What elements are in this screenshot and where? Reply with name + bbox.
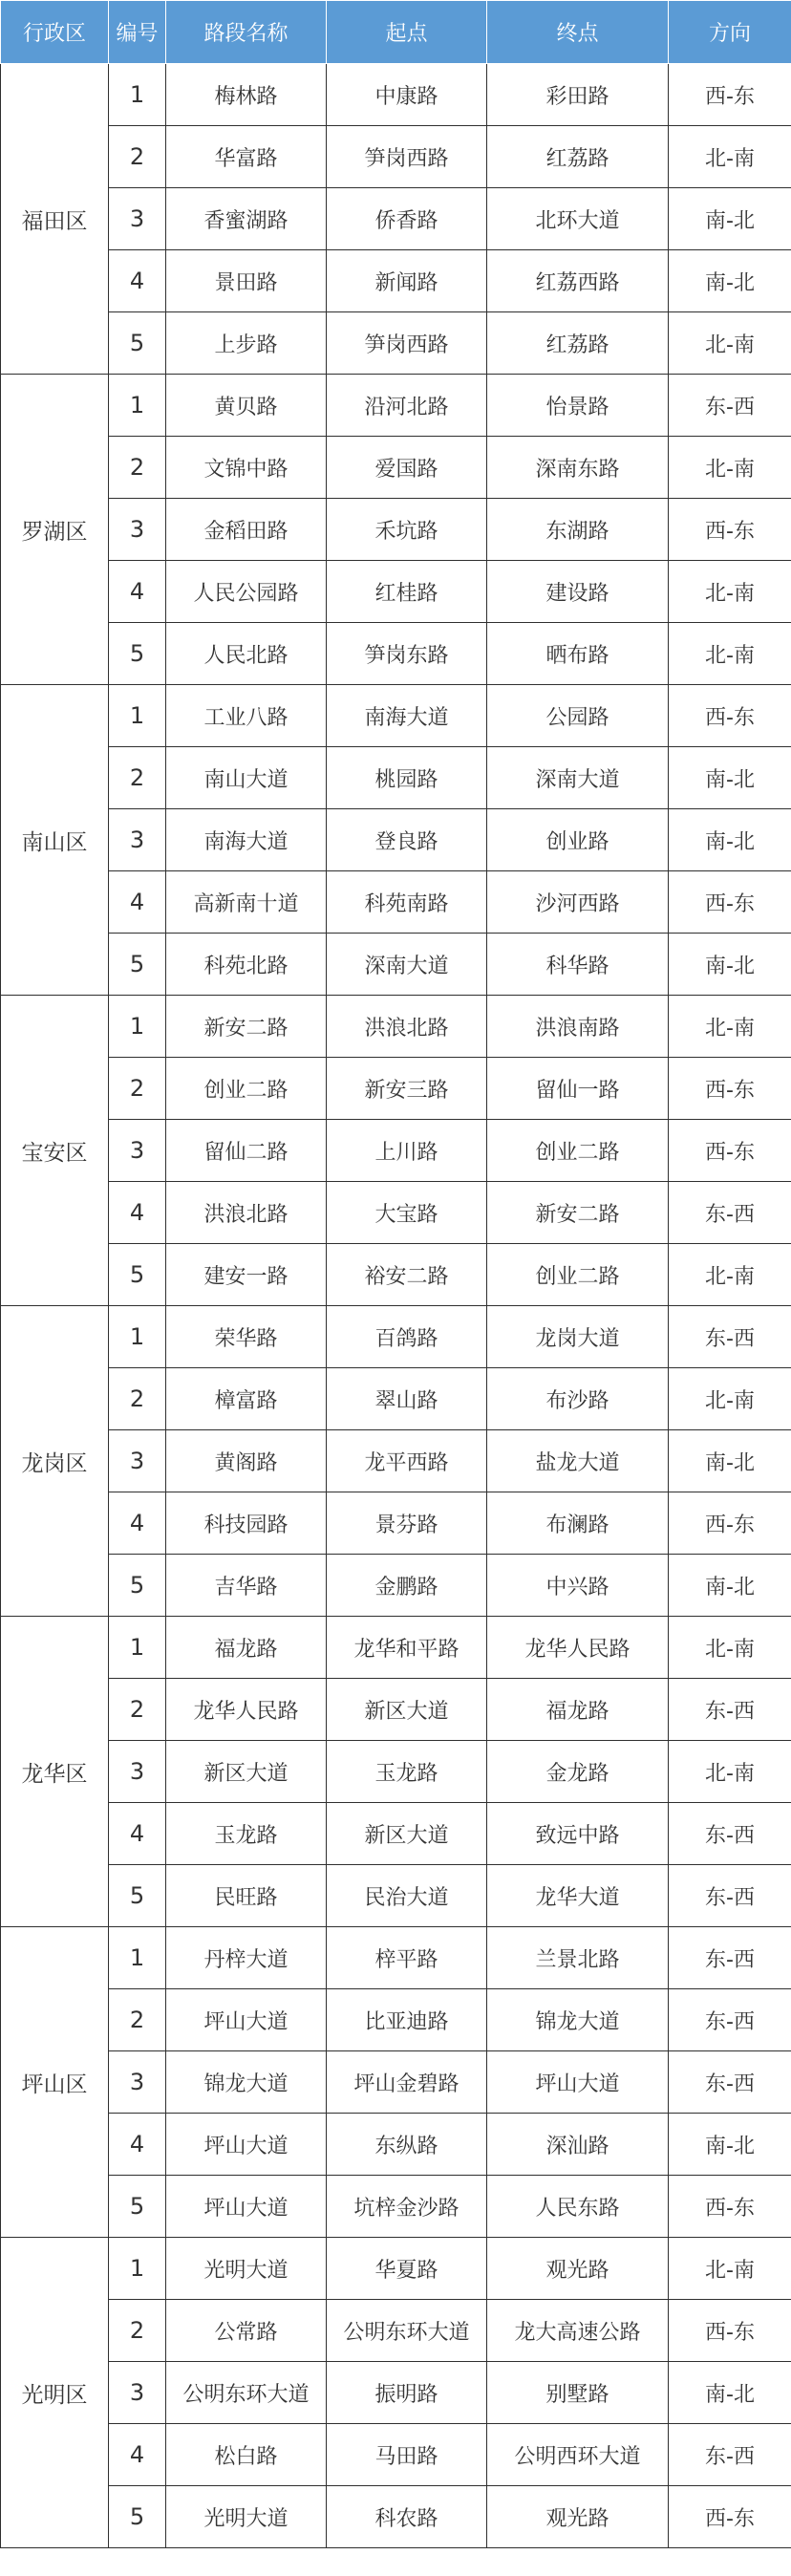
table-row [1,1244,791,1306]
start-point: 侨香路 [327,188,487,250]
end-point: 龙华人民路 [487,1617,669,1679]
road-number: 3 [109,809,166,871]
road-name: 坪山大道 [166,2114,327,2176]
table-row [1,996,791,1058]
road-name: 丹梓大道 [166,1927,327,1989]
road-number: 4 [109,871,166,934]
start-point: 龙平西路 [327,1430,487,1492]
end-point: 龙岗大道 [487,1306,669,1368]
table-row [1,437,791,499]
start-point: 大宝路 [327,1182,487,1244]
road-number: 1 [109,2238,166,2300]
direction: 南-北 [669,188,791,250]
end-point: 深汕路 [487,2114,669,2176]
road-name: 坪山大道 [166,2176,327,2238]
road-number: 2 [109,2300,166,2362]
start-point: 景芬路 [327,1492,487,1555]
table-header [1,1,791,64]
table-row [1,934,791,996]
direction: 南-北 [669,2362,791,2424]
start-point: 梓平路 [327,1927,487,1989]
direction: 东-西 [669,2424,791,2486]
end-point: 洪浪南路 [487,996,669,1058]
road-name: 南山大道 [166,747,327,809]
road-number: 2 [109,747,166,809]
road-name: 新区大道 [166,1741,327,1803]
road-number: 1 [109,685,166,747]
end-point: 盐龙大道 [487,1430,669,1492]
road-number: 3 [109,2051,166,2114]
direction: 北-南 [669,1741,791,1803]
road-number: 5 [109,2486,166,2548]
start-point: 笋岗西路 [327,312,487,375]
road-number: 4 [109,2424,166,2486]
end-point: 深南东路 [487,437,669,499]
end-point: 中兴路 [487,1555,669,1617]
road-number: 5 [109,2176,166,2238]
direction: 南-北 [669,934,791,996]
direction: 东-西 [669,1306,791,1368]
direction: 南-北 [669,747,791,809]
header-district: 行政区 [1,1,109,64]
start-point: 振明路 [327,2362,487,2424]
table-row [1,1555,791,1617]
end-point: 沙河西路 [487,871,669,934]
start-point: 沿河北路 [327,375,487,437]
table-row [1,188,791,250]
road-number: 2 [109,126,166,188]
direction: 西-东 [669,2300,791,2362]
road-name: 荣华路 [166,1306,327,1368]
start-point: 笋岗西路 [327,126,487,188]
direction: 东-西 [669,1803,791,1865]
road-name: 金稻田路 [166,499,327,561]
direction: 北-南 [669,126,791,188]
direction: 西-东 [669,2486,791,2548]
road-name: 梅林路 [166,64,327,126]
end-point: 红荔西路 [487,250,669,312]
road-number: 4 [109,1803,166,1865]
start-point: 新区大道 [327,1679,487,1741]
direction: 北-南 [669,561,791,623]
start-point: 东纵路 [327,2114,487,2176]
table-row [1,1741,791,1803]
table-row [1,685,791,747]
road-name: 福龙路 [166,1617,327,1679]
road-name: 上步路 [166,312,327,375]
table-row [1,2176,791,2238]
district-name: 光明区 [1,2238,109,2548]
header-road-name: 路段名称 [166,1,327,64]
start-point: 桃园路 [327,747,487,809]
end-point: 红荔路 [487,312,669,375]
table-row [1,1679,791,1741]
start-point: 百鸽路 [327,1306,487,1368]
start-point: 金鹏路 [327,1555,487,1617]
table-row [1,312,791,375]
start-point: 裕安二路 [327,1244,487,1306]
end-point: 新安二路 [487,1182,669,1244]
end-point: 福龙路 [487,1679,669,1741]
road-number: 1 [109,996,166,1058]
road-name: 龙华人民路 [166,1679,327,1741]
road-number: 3 [109,1741,166,1803]
direction: 西-东 [669,499,791,561]
start-point: 新安三路 [327,1058,487,1120]
table-row [1,1865,791,1927]
end-point: 锦龙大道 [487,1989,669,2051]
road-name: 公明东环大道 [166,2362,327,2424]
road-name: 玉龙路 [166,1803,327,1865]
road-number: 5 [109,623,166,685]
road-name: 景田路 [166,250,327,312]
road-number: 5 [109,1865,166,1927]
start-point: 爱国路 [327,437,487,499]
direction: 南-北 [669,809,791,871]
direction: 东-西 [669,1679,791,1741]
road-name: 科苑北路 [166,934,327,996]
table-row [1,250,791,312]
table-row [1,1430,791,1492]
district-name: 罗湖区 [1,375,109,685]
road-name: 民旺路 [166,1865,327,1927]
road-name: 新安二路 [166,996,327,1058]
road-name: 南海大道 [166,809,327,871]
table-row [1,1803,791,1865]
direction: 东-西 [669,1927,791,1989]
end-point: 建设路 [487,561,669,623]
end-point: 创业二路 [487,1244,669,1306]
road-name: 文锦中路 [166,437,327,499]
direction: 南-北 [669,2114,791,2176]
end-point: 红荔路 [487,126,669,188]
road-name: 工业八路 [166,685,327,747]
road-number: 1 [109,1927,166,1989]
header-direction: 方向 [669,1,791,64]
road-number: 2 [109,1989,166,2051]
table-row [1,2051,791,2114]
road-name: 人民北路 [166,623,327,685]
road-name: 坪山大道 [166,1989,327,2051]
direction: 东-西 [669,1865,791,1927]
road-name: 高新南十道 [166,871,327,934]
end-point: 怡景路 [487,375,669,437]
road-number: 3 [109,188,166,250]
district-name: 宝安区 [1,996,109,1306]
direction: 西-东 [669,1492,791,1555]
end-point: 公园路 [487,685,669,747]
direction: 南-北 [669,250,791,312]
road-name: 留仙二路 [166,1120,327,1182]
table-row [1,2300,791,2362]
table-row [1,2486,791,2548]
district-name: 龙华区 [1,1617,109,1927]
road-name: 光明大道 [166,2238,327,2300]
table-row [1,1617,791,1679]
start-point: 龙华和平路 [327,1617,487,1679]
table-row [1,375,791,437]
road-name: 樟富路 [166,1368,327,1430]
start-point: 新区大道 [327,1803,487,1865]
road-number: 1 [109,64,166,126]
end-point: 东湖路 [487,499,669,561]
table-row [1,561,791,623]
table-row [1,126,791,188]
end-point: 北环大道 [487,188,669,250]
road-name: 建安一路 [166,1244,327,1306]
road-name: 吉华路 [166,1555,327,1617]
table-row [1,1989,791,2051]
table-row [1,2362,791,2424]
end-point: 公明西环大道 [487,2424,669,2486]
road-number: 3 [109,1430,166,1492]
road-number: 4 [109,1492,166,1555]
start-point: 洪浪北路 [327,996,487,1058]
table-row [1,2424,791,2486]
start-point: 华夏路 [327,2238,487,2300]
start-point: 笋岗东路 [327,623,487,685]
direction: 南-北 [669,1555,791,1617]
end-point: 龙华大道 [487,1865,669,1927]
road-name: 科技园路 [166,1492,327,1555]
direction: 西-东 [669,871,791,934]
table-row [1,809,791,871]
road-number: 5 [109,934,166,996]
direction: 东-西 [669,1989,791,2051]
table-body [1,64,791,2548]
road-number: 5 [109,1244,166,1306]
road-number: 1 [109,375,166,437]
district-name: 福田区 [1,64,109,375]
direction: 东-西 [669,375,791,437]
start-point: 玉龙路 [327,1741,487,1803]
start-point: 科苑南路 [327,871,487,934]
table-row [1,623,791,685]
district-name: 南山区 [1,685,109,996]
end-point: 金龙路 [487,1741,669,1803]
start-point: 坑梓金沙路 [327,2176,487,2238]
direction: 北-南 [669,1244,791,1306]
road-number: 4 [109,561,166,623]
table-row [1,1058,791,1120]
road-number: 3 [109,2362,166,2424]
table-row [1,2114,791,2176]
road-name: 华富路 [166,126,327,188]
road-name: 人民公园路 [166,561,327,623]
table-row [1,499,791,561]
road-number: 2 [109,437,166,499]
end-point: 观光路 [487,2486,669,2548]
end-point: 留仙一路 [487,1058,669,1120]
end-point: 别墅路 [487,2362,669,2424]
header-row [1,1,791,64]
start-point: 南海大道 [327,685,487,747]
end-point: 坪山大道 [487,2051,669,2114]
table-row [1,1927,791,1989]
end-point: 科华路 [487,934,669,996]
end-point: 晒布路 [487,623,669,685]
start-point: 比亚迪路 [327,1989,487,2051]
end-point: 致远中路 [487,1803,669,1865]
direction: 北-南 [669,1617,791,1679]
table-row [1,1120,791,1182]
end-point: 兰景北路 [487,1927,669,1989]
table-row [1,747,791,809]
road-number: 5 [109,312,166,375]
start-point: 坪山金碧路 [327,2051,487,2114]
district-name: 龙岗区 [1,1306,109,1617]
start-point: 上川路 [327,1120,487,1182]
road-number: 3 [109,1120,166,1182]
road-name: 松白路 [166,2424,327,2486]
start-point: 翠山路 [327,1368,487,1430]
road-name: 黄贝路 [166,375,327,437]
start-point: 公明东环大道 [327,2300,487,2362]
road-number: 4 [109,1182,166,1244]
road-name: 黄阁路 [166,1430,327,1492]
direction: 南-北 [669,1430,791,1492]
start-point: 登良路 [327,809,487,871]
road-name: 光明大道 [166,2486,327,2548]
road-number: 1 [109,1617,166,1679]
direction: 北-南 [669,623,791,685]
direction: 西-东 [669,1058,791,1120]
end-point: 观光路 [487,2238,669,2300]
end-point: 布澜路 [487,1492,669,1555]
road-name: 香蜜湖路 [166,188,327,250]
road-number: 2 [109,1058,166,1120]
end-point: 彩田路 [487,64,669,126]
table-row [1,871,791,934]
road-number: 3 [109,499,166,561]
road-number: 4 [109,250,166,312]
table-row [1,1368,791,1430]
end-point: 创业二路 [487,1120,669,1182]
direction: 北-南 [669,996,791,1058]
end-point: 人民东路 [487,2176,669,2238]
road-number: 5 [109,1555,166,1617]
table-row [1,1306,791,1368]
direction: 西-东 [669,1120,791,1182]
end-point: 龙大高速公路 [487,2300,669,2362]
start-point: 民治大道 [327,1865,487,1927]
road-name: 创业二路 [166,1058,327,1120]
direction: 北-南 [669,437,791,499]
road-name: 公常路 [166,2300,327,2362]
table-row [1,1182,791,1244]
direction: 北-南 [669,1368,791,1430]
road-name: 锦龙大道 [166,2051,327,2114]
road-number: 1 [109,1306,166,1368]
table-row [1,1492,791,1555]
direction: 西-东 [669,685,791,747]
district-name: 坪山区 [1,1927,109,2238]
start-point: 深南大道 [327,934,487,996]
end-point: 深南大道 [487,747,669,809]
road-number: 2 [109,1368,166,1430]
end-point: 创业路 [487,809,669,871]
road-name: 洪浪北路 [166,1182,327,1244]
start-point: 中康路 [327,64,487,126]
table-row [1,64,791,126]
road-number: 4 [109,2114,166,2176]
road-number: 2 [109,1679,166,1741]
direction: 西-东 [669,2176,791,2238]
direction: 东-西 [669,1182,791,1244]
header-end-point: 终点 [487,1,669,64]
start-point: 科农路 [327,2486,487,2548]
header-number: 编号 [109,1,166,64]
start-point: 马田路 [327,2424,487,2486]
end-point: 布沙路 [487,1368,669,1430]
start-point: 红桂路 [327,561,487,623]
header-start-point: 起点 [327,1,487,64]
direction: 北-南 [669,312,791,375]
start-point: 新闻路 [327,250,487,312]
direction: 东-西 [669,2051,791,2114]
direction: 北-南 [669,2238,791,2300]
start-point: 禾坑路 [327,499,487,561]
table-row [1,2238,791,2300]
direction: 西-东 [669,64,791,126]
